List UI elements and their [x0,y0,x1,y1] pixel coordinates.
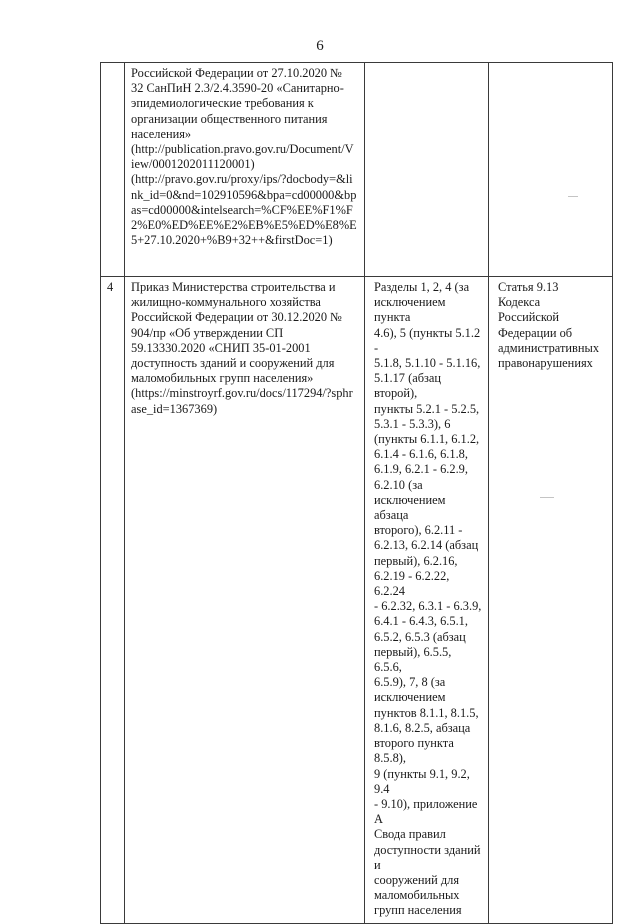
sections-cell [365,63,489,277]
row-number-cell: 4 [101,277,125,924]
document-text: Российской Федерации от 27.10.2020 № 32 СанПиН 2.3/2.4.3590-20 «Санитарно- эпидемиологические требования к организации общественного питания населения» (http://publication.pravo.gov.ru/Document/V iew/0001202011120001) (http://pravo.gov.ru/proxy/ips/?docbody=&li nk_id=0&nd=102910596&bpa=cd00000&bp as=cd00000&intelsearch=%CF%EE%F1%F 2%E0%ED%EE%E2%EB%E5%ED%E8%E 5+27.10.2020+%B9+32++&firstDoc=1) [131,66,357,248]
article-cell [489,63,613,277]
document-cell [125,63,365,277]
scan-artifact [540,497,554,498]
scan-artifact [568,196,578,197]
document-text: Приказ Министерства строительства и жилищно-коммунального хозяйства Российской Федерации от 30.12.2020 № 904/пр «Об утверждении СП 59.13330.2020 «СНИП 35-01-2001 доступность зданий и сооружений для маломобильных групп населения» (https://minstroyrf.gov.ru/docs/117294/?sphr ase_id=1367369) [131,280,353,416]
article-cell [489,277,613,924]
requirements-table [100,62,613,924]
page-number: 6 [316,38,324,54]
document-cell [125,277,365,924]
sections-cell [365,277,489,924]
row-number-cell [101,63,125,277]
article-text: Статья 9.13 Кодекса Российской Федерации об административных правонарушениях [498,280,600,371]
sections-text: Разделы 1, 2, 4 (за исключением пункта 4.6), 5 (пункты 5.1.2 - 5.1.8, 5.1.10 - 5.1.16, 5.1.17 (абзац второй), пункты 5.2.1 - 5.2.5, 5.3.1 - 5.3.3), 6 (пункты 6.1.1, 6.1.2, 6.1.4 - 6.1.6, 6.1.8, 6.1.9, 6.2.1 - 6.2.9, 6.2.10 (за исключением абзаца второго), 6.2.11 - 6.2.13, 6.2.14 (абзац первый), 6.2.16, 6.2.19 - 6.2.22, 6.2.24 - 6.2.32, 6.3.1 - 6.3.9, 6.4.1 - 6.4.3, 6.5.1, 6.5.2, 6.5.3 (абзац первый), 6.5.5, 6.5.6, 6.5.9), 7, 8 (за исключением пунктов 8.1.1, 8.1.5, 8.1.6, 8.2.5, абзаца второго пункта 8.5.8), 9 (пункты 9.1, 9.2, 9.4 - 9.10), приложение А Свода правил доступности зданий и сооружений для маломобильных групп населения [374,280,482,918]
table-row [101,63,613,277]
table-row [101,277,613,924]
